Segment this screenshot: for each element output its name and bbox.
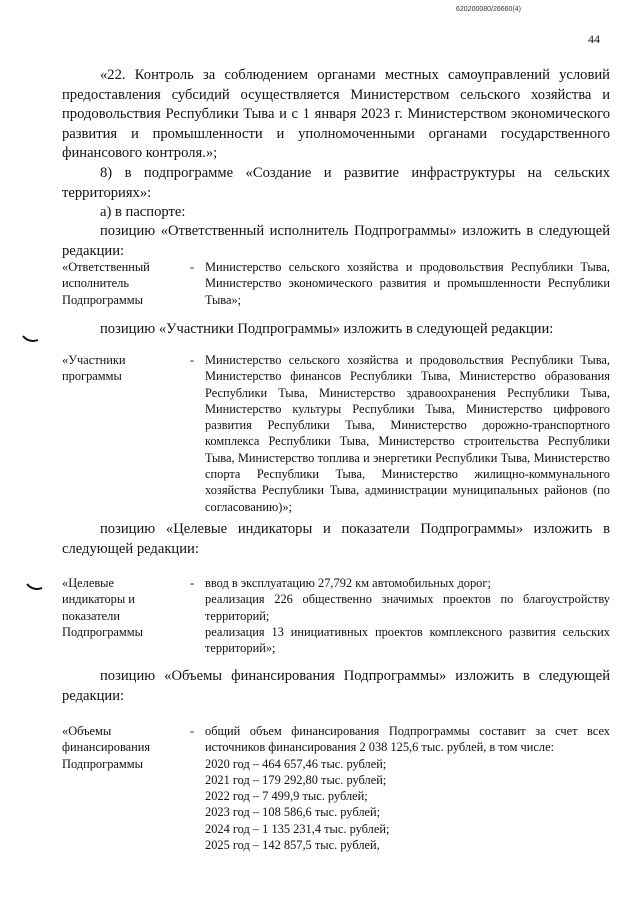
financing-intro: общий объем финансирования Подпрограммы составит за счет всех источников финансирования 2 038 125,6 тыс. рублей, в том числе: bbox=[205, 724, 610, 755]
row-label: «Ответственный исполнитель Подпрограммы bbox=[62, 260, 150, 307]
paragraph-subprogram-8: 8) в подпрограмме «Создание и развитие инфраструктуры на сельских территориях»: bbox=[62, 165, 610, 201]
target-item: реализация 226 общественно значимых проектов по благоустройству территорий; bbox=[205, 592, 610, 623]
financing-year: 2025 год – 142 857,5 тыс. рублей, bbox=[205, 838, 380, 853]
row-label: «Участники программы bbox=[62, 353, 126, 384]
paragraph-participants: позицию «Участники Подпрограммы» изложить в следующей редакции: bbox=[100, 321, 554, 337]
financing-year: 2023 год – 108 586,6 тыс. рублей; bbox=[205, 805, 381, 820]
financing-year: 2020 год – 464 657,46 тыс. рублей; bbox=[205, 756, 387, 771]
target-item: ввод в эксплуатацию 27,792 км автомобильных дорог; bbox=[205, 576, 491, 590]
financing-year: 2021 год – 179 292,80 тыс. рублей; bbox=[205, 772, 387, 787]
financing-year: 2024 год – 1 135 231,4 тыс. рублей; bbox=[205, 821, 390, 836]
row-value: Министерство сельского хозяйства и продовольствия Республики Тыва, Министерство экономического развития и промышленности Республики Тыва»; bbox=[205, 260, 610, 307]
financing-year: 2022 год – 7 499,9 тыс. рублей; bbox=[205, 789, 368, 804]
margin-mark-icon bbox=[26, 582, 44, 592]
page-number: 44 bbox=[588, 32, 600, 46]
row-value: Министерство сельского хозяйства и продовольствия Республики Тыва, Министерство финансов Республики Тыва, Министерство образования Республики Тыва, Министерство здравоохранения Республики Тыва, Министерство культуры Республики Тыва, Министерство цифрового развития Республики Тыва, Министерство дорожно-транспортного комплекса Республики Тыва, Министерство строительства Республики Тыва, Министерство топлива и энергетики Республики Тыва, Министерство спорта Республики Тыва, Министерство жилищно-коммунального хозяйства Республики Тыва, администрации муниципальных районов (по согласованию)»; bbox=[205, 353, 610, 514]
row-value bbox=[205, 575, 610, 656]
paragraph-targets: позицию «Целевые индикаторы и показатели Подпрограммы» изложить в следующей редакции: bbox=[62, 521, 610, 557]
row-dash: - bbox=[190, 353, 195, 367]
paragraph-passport: а) в паспорте: bbox=[100, 204, 186, 220]
row-label: «Целевые индикаторы и показатели Подпрограммы bbox=[62, 576, 143, 639]
row-dash: - bbox=[190, 260, 195, 274]
row-label: «Объемы финансирования Подпрограммы bbox=[62, 724, 151, 771]
row-dash: - bbox=[190, 576, 195, 590]
target-item: реализация 13 инициативных проектов комплексного развития сельских территорий»; bbox=[205, 624, 610, 656]
document-id: 620200080/26660(4) bbox=[456, 6, 522, 13]
margin-mark-icon bbox=[22, 334, 40, 344]
paragraph-financing: позицию «Объемы финансирования Подпрограммы» изложить в следующей редакции: bbox=[62, 668, 610, 704]
row-value bbox=[205, 723, 610, 853]
paragraph-item-22: «22. Контроль за соблюдением органами местных самоуправлений условий предоставления субсидий осуществляется Министерством сельского хозяйства и продовольствия Республики Тыва и с 1 января 2023 г. Министерством экономического развития и промышленности и уполномоченными органами государственного финансового контроля.»; bbox=[62, 67, 610, 161]
row-dash: - bbox=[190, 724, 195, 738]
paragraph-responsible-executor: позицию «Ответственный исполнитель Подпрограммы» изложить в следующей редакции: bbox=[62, 223, 610, 259]
